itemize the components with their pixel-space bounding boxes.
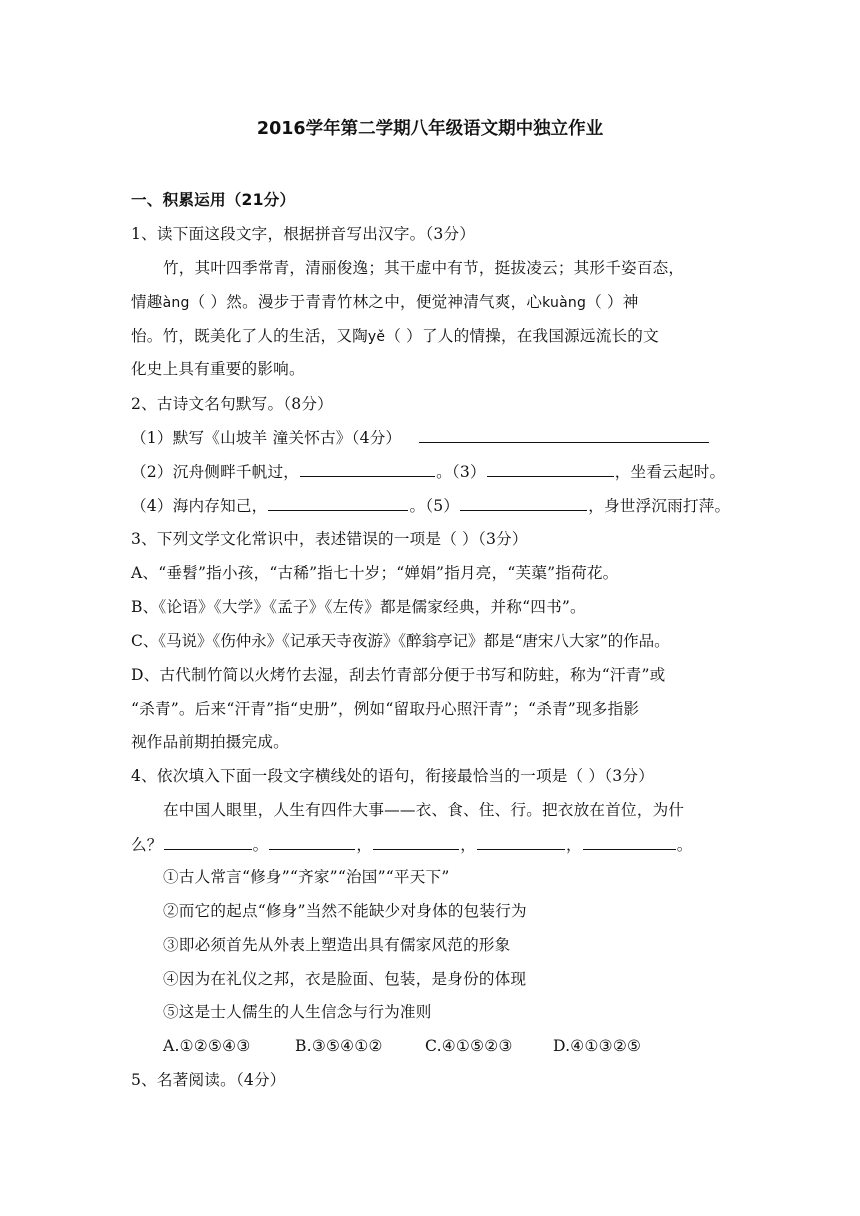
question-1-passage-line: 化史上具有重要的影响。 xyxy=(131,360,305,378)
option-a: A.①②⑤④③ xyxy=(163,1037,251,1055)
question-2-line-3 xyxy=(131,494,731,517)
punctuation: ， xyxy=(460,836,476,854)
poem-prompt: （2）沉舟侧畔千帆过， xyxy=(131,463,300,481)
pinyin: àng xyxy=(162,295,190,311)
answer-blank[interactable] xyxy=(487,460,614,477)
poem-prompt: ，身世浮沉雨打萍。 xyxy=(588,497,731,515)
poem-prompt: （1）默写《山坡羊 潼关怀古》（4分） xyxy=(131,429,402,447)
question-2-line-1 xyxy=(131,426,731,449)
question-3-option-d-line: “杀青”。后来“汗青”指“史册”，例如“留取丹心照汗青”；“杀青”现多指影 xyxy=(131,700,640,718)
punctuation: 。 xyxy=(252,836,269,854)
answer-blank[interactable] xyxy=(419,426,709,443)
punctuation: ， xyxy=(565,836,582,854)
question-4-stem: 4、依次填入下面一段文字横线处的语句，衔接最恰当的一项是（ ）（3分） xyxy=(131,767,654,785)
passage-text: （ ）了人的情操，在我国源远流长的文 xyxy=(385,327,659,345)
passage-text: 怡。竹，既美化了人的生活，又陶 xyxy=(131,327,368,345)
punctuation: ， xyxy=(356,836,373,854)
punctuation: 。 xyxy=(676,836,693,854)
section-heading: 一、积累运用（21分） xyxy=(131,191,296,209)
option-b: B.③⑤④①② xyxy=(295,1037,383,1055)
question-3-option-d-line: D、古代制竹简以火烤竹去湿，刮去竹青部分便于书写和防蛀，称为“汗青”或 xyxy=(131,666,666,684)
question-3-option-c: C、《马说》《伤仲永》《记承天寺夜游》《醉翁亭记》都是“唐宋八大家”的作品。 xyxy=(131,632,670,650)
poem-prompt: 。（5） xyxy=(409,497,460,515)
option-d: D.④①③②⑤ xyxy=(553,1037,642,1055)
question-1-stem: 1、读下面这段文字，根据拼音写出汉字。（3分） xyxy=(131,225,476,243)
answer-blank[interactable] xyxy=(373,833,459,850)
passage-text: 情趣 xyxy=(131,293,163,311)
pinyin: yě xyxy=(367,329,386,345)
question-3-option-a: A、“垂髫”指小孩，“古稀”指七十岁；“婵娟”指月亮，“芙蕖”指荷花。 xyxy=(131,564,619,582)
question-2-stem: 2、古诗文名句默写。（8分） xyxy=(131,395,333,413)
answer-blank[interactable] xyxy=(164,833,252,850)
passage-text: （ ）神 xyxy=(586,293,639,311)
question-3-option-d-line: 视作品前期拍摄完成。 xyxy=(131,733,289,751)
pinyin: kuàng xyxy=(542,295,587,311)
answer-blank[interactable] xyxy=(269,833,355,850)
question-1-passage-line xyxy=(131,291,731,314)
answer-blank[interactable] xyxy=(268,494,408,511)
question-1-passage-line: 竹，其叶四季常青，清丽俊逸；其干虚中有节，挺拔凌云；其形千姿百态， xyxy=(163,259,685,277)
question-3-stem: 3、下列文学文化常识中，表述错误的一项是（ ）（3分） xyxy=(131,530,528,548)
poem-prompt: ，坐看云起时。 xyxy=(614,463,726,481)
question-4-passage-line: 在中国人眼里，人生有四件大事——衣、食、住、行。把衣放在首位，为什 xyxy=(163,801,685,819)
poem-prompt: 。（3） xyxy=(436,463,486,481)
question-2-line-2 xyxy=(131,460,731,483)
question-5-stem: 5、名著阅读。（4分） xyxy=(131,1071,286,1089)
question-3-option-b: B、《论语》《大学》《孟子》《左传》都是儒家经典，并称“四书”。 xyxy=(131,598,586,616)
answer-blank[interactable] xyxy=(583,833,676,850)
option-c: C.④①⑤②③ xyxy=(425,1037,513,1055)
answer-blank[interactable] xyxy=(460,494,587,511)
question-4-sentence: ①古人常言“修身”“齐家”“治国”“平天下” xyxy=(163,868,450,886)
question-4-sentence: ②而它的起点“修身”当然不能缺少对身体的包装行为 xyxy=(163,902,527,920)
question-4-passage-line xyxy=(131,833,731,856)
question-4-sentence: ③即必须首先从外表上塑造出具有儒家风范的形象 xyxy=(163,936,511,954)
poem-prompt: （4）海内存知己， xyxy=(131,497,268,515)
answer-blank[interactable] xyxy=(300,460,435,477)
passage-text: 么？ xyxy=(131,836,163,854)
page-title: 2016学年第二学期八年级语文期中独立作业 xyxy=(256,119,604,139)
question-4-sentence: ⑤这是士人儒生的人生信念与行为准则 xyxy=(163,1003,432,1021)
question-1-passage-line xyxy=(131,325,731,348)
answer-blank[interactable] xyxy=(477,833,565,850)
question-4-sentence: ④因为在礼仪之邦，衣是脸面、包装，是身份的体现 xyxy=(163,970,527,988)
passage-text: （ ）然。漫步于青青竹林之中，便觉神清气爽，心 xyxy=(189,293,543,311)
